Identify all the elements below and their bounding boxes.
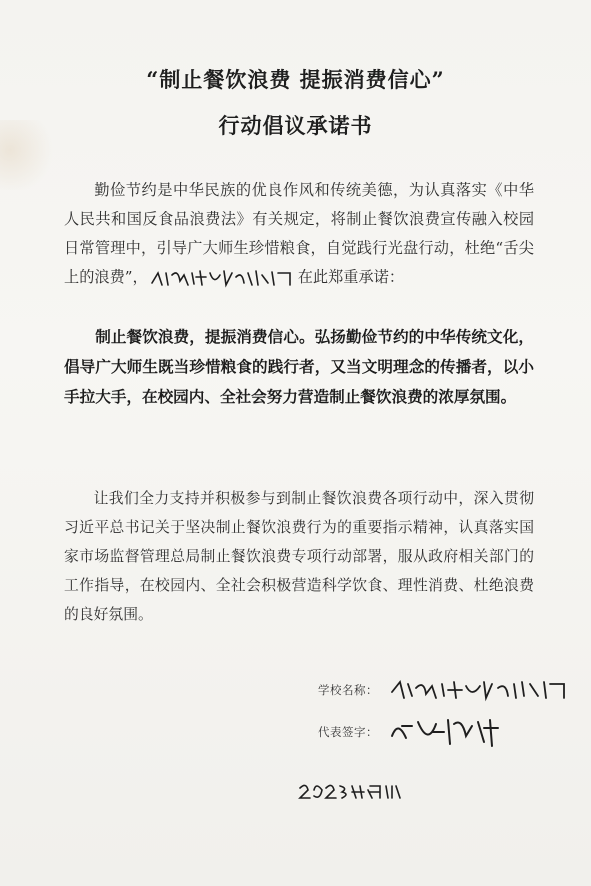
- representative-signature: [388, 716, 508, 748]
- school-label: 学校名称：: [318, 683, 378, 697]
- paragraph-commitment: 制止餐饮浪费，提振消费信心。弘扬勤俭节约的中华传统文化，倡导广大师生既当珍惜粮食的践行者，又当文明理念的传播者，以小手拉大手，在校园内、全社会努力营造制止餐饮浪费的浓厚氛围。: [64, 327, 534, 406]
- school-name-handwriting: [388, 678, 568, 702]
- paragraph-intro: [64, 176, 534, 292]
- handwritten-school-name: [148, 267, 298, 289]
- paragraph-action: 让我们全力支持并积极参与到制止餐饮浪费各项行动中，深入贯彻习近平总书记关于坚决制止餐饮浪费行为的重要指示精神，认真落实国家市场监督管理总局制止餐饮浪费专项行动部署，服从政府相关部门的工作指导，在校园内、全社会积极营造科学饮食、理性消费、杜绝浪费的良好氛围。: [64, 490, 534, 623]
- representative-signature-row: [318, 716, 578, 748]
- document-subtitle: 行动倡议承诺书: [218, 113, 373, 138]
- intro-text: 勤俭节约是中华民族的优良作风和传统美德，为认真落实《中华人民共和国反食品浪费法》有关规定，将制止餐饮浪费宣传融入校园日常管理中，引导广大师生珍惜粮食，自觉践行光盘行动，杜绝“舌尖上的浪费”，: [64, 181, 534, 286]
- handwritten-date: [296, 780, 406, 804]
- intro-commit-text: 在此郑重承诺：: [297, 268, 405, 286]
- representative-label: 代表签字：: [318, 725, 378, 739]
- school-signature-row: [318, 678, 578, 702]
- date-row: [296, 780, 496, 804]
- document-title: “制止餐饮浪费 提振消费信心”: [146, 67, 445, 92]
